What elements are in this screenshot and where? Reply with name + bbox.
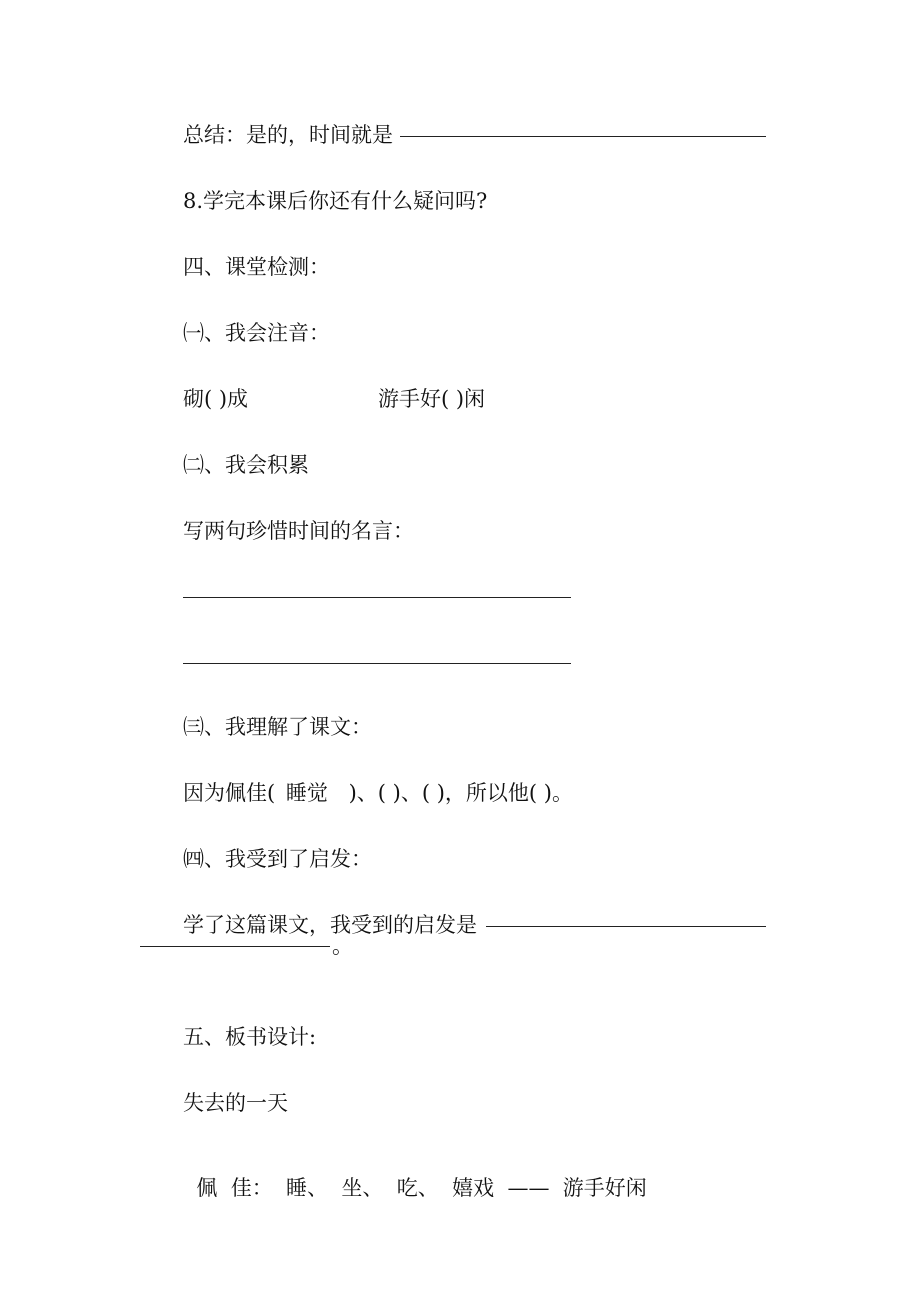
- insight-line: [183, 915, 477, 936]
- subsection-3-heading: [183, 717, 372, 738]
- section-5-text: 五、板书设计:: [183, 1025, 317, 1049]
- quote-answer-blank-1: [183, 597, 571, 598]
- insight-end: [332, 936, 353, 957]
- summary-line: [183, 125, 393, 146]
- insight-answer-blank-1: [486, 926, 766, 927]
- insight-answer-blank-2: [140, 946, 330, 947]
- insight-text: 学了这篇课文，我受到的启发是: [183, 913, 477, 937]
- because-part-a: 因为佩佳(: [183, 781, 276, 805]
- subsection-1-heading: [183, 323, 330, 344]
- summary-text: 总结：是的，时间就是: [183, 123, 393, 147]
- subsection-2-heading: [183, 455, 309, 476]
- subsection-3-text: ㈢、我理解了课文：: [183, 715, 372, 739]
- quotes-prompt-text: 写两句珍惜时间的名言：: [183, 519, 414, 543]
- insight-end-mark: 。: [332, 934, 353, 958]
- subsection-1-text: ㈠、我会注音：: [183, 321, 330, 345]
- subsection-4-heading: [183, 849, 372, 870]
- board-row-text: 佩 佳： 睡、 坐、 吃、 嬉戏 —— 游手好闲: [196, 1176, 647, 1200]
- because-answer-sleep: 睡觉: [285, 781, 328, 805]
- question-8-text: 8.学完本课后你还有什么疑问吗?: [183, 189, 488, 213]
- section-5-heading: [183, 1027, 316, 1048]
- board-title: [183, 1093, 288, 1114]
- quotes-prompt: [183, 521, 414, 542]
- section-4-text: 四、课堂检测：: [183, 255, 330, 279]
- pinyin-item-2-text: 游手好( )闲: [378, 387, 486, 411]
- subsection-2-text: ㈡、我会积累: [183, 453, 309, 477]
- pinyin-item-2: [378, 389, 485, 410]
- summary-answer-blank: [400, 136, 766, 137]
- pinyin-item-1: [183, 389, 248, 410]
- quote-answer-blank-2: [183, 663, 571, 664]
- because-sentence: [183, 783, 573, 804]
- board-title-text: 失去的一天: [183, 1091, 288, 1115]
- section-4-heading: [183, 257, 330, 278]
- subsection-4-text: ㈣、我受到了启发：: [183, 847, 372, 871]
- board-row: [183, 1157, 647, 1199]
- because-part-c: )、( )、( )，所以他( )。: [348, 781, 573, 805]
- question-8: [183, 191, 487, 212]
- pinyin-item-1-text: 砌( )成: [183, 387, 249, 411]
